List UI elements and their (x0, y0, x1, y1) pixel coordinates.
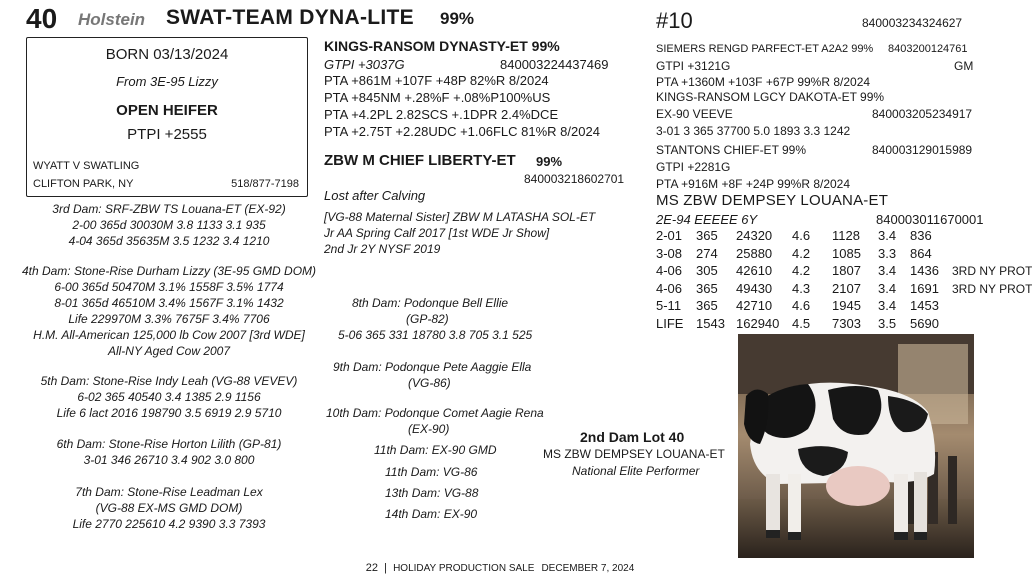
mgs-class: EX-90 VEEVE (656, 107, 733, 121)
dam-record-line: H.M. All-American 125,000 lb Cow 2007 [3rd WDE] (33, 328, 305, 342)
mgs-record: 3-01 3 365 37700 5.0 1893 3.3 1242 (656, 124, 851, 138)
dam-sire-gtpi: GTPI +2281G (656, 160, 731, 174)
record-cell: 3.4 (878, 263, 897, 278)
record-cell: 42610 (736, 263, 773, 278)
cow-photo-image (738, 334, 974, 558)
sire-pta-line: PTA +2.75T +2.28UDC +1.06FLC 81%R 8/2024 (324, 124, 600, 139)
dam-record-line: All-NY Aged Cow 2007 (107, 344, 231, 358)
record-cell: 305 (696, 263, 718, 278)
dam-14th-line: 14th Dam: EX-90 (385, 507, 478, 521)
dam-name: ZBW M CHIEF LIBERTY-ET (324, 152, 516, 169)
sire-pta-line: PTA +845NM +.28%F +.08%P100%US (324, 90, 551, 105)
record-cell: 49430 (736, 280, 773, 296)
second-dam-id: 840003011670001 (876, 212, 984, 227)
dam-sire-name: STANTONS CHIEF-ET 99% (656, 143, 807, 157)
record-cell: 3.4 (878, 298, 897, 313)
dam-13th-line: 13th Dam: VG-88 (385, 486, 479, 500)
record-cell: 365 (696, 280, 718, 296)
record-cell: 1691 (910, 280, 939, 296)
birth-date: BORN 03/13/2024 (105, 46, 229, 63)
dam-record-line: 5-06 365 331 18780 3.8 705 3.1 525 (338, 328, 533, 342)
record-cell: 4.2 (792, 245, 811, 261)
record-cell: 5-11 (656, 298, 682, 313)
animal-percent: 99% (440, 9, 475, 28)
record-award: 3RD NY PROT (952, 281, 1032, 296)
sire-name: KINGS-RANSOM DYNASTY-ET 99% (324, 38, 560, 54)
second-dam-lot-note: National Elite Performer (572, 464, 700, 478)
status-label: OPEN HEIFER (116, 102, 218, 119)
animal-info-box (26, 37, 308, 197)
sire-of-sire-id: 8403200124761 (888, 43, 968, 55)
record-cell: 24320 (736, 228, 773, 243)
record-cell: 4.6 (792, 228, 811, 243)
sale-name: HOLIDAY PRODUCTION SALE (393, 563, 535, 574)
second-dam-lot-name: MS ZBW DEMPSEY LOUANA-ET (543, 447, 725, 461)
record-cell: 4.5 (792, 315, 811, 331)
record-cell: 4.3 (792, 280, 811, 296)
record-cell: 2-01 (656, 228, 683, 243)
page-number: 22 (365, 562, 378, 574)
dam-sire-pta: PTA +916M +8F +24P 99%R 8/2024 (656, 177, 851, 191)
record-cell: 4.6 (792, 298, 811, 313)
dam-id: 840003218602701 (524, 172, 625, 186)
dam-record-line: (EX-90) (408, 422, 450, 436)
record-cell: 864 (910, 245, 932, 261)
second-dam-class: 2E-94 EEEEE 6Y (656, 212, 758, 227)
record-cell: 365 (696, 228, 718, 243)
footer-divider: | (381, 562, 390, 574)
sire-of-sire-gm: GM (954, 59, 974, 73)
dam-11th-line: 11th Dam: VG-86 (385, 465, 478, 479)
record-cell: 1945 (832, 298, 861, 313)
dam-7th-title: 7th Dam: Stone-Rise Leadman Lex (75, 485, 263, 499)
dam-record-line: 8-01 365d 46510M 3.4% 1567F 3.1% 1432 (54, 296, 284, 310)
dam-note: Lost after Calving (324, 188, 426, 203)
from-dam: From 3E-95 Lizzy (116, 74, 218, 89)
record-cell: 4-06 (656, 263, 683, 278)
dam-3rd-title: 3rd Dam: SRF-ZBW TS Louana-ET (EX-92) (52, 202, 286, 216)
record-cell: 7303 (832, 315, 861, 331)
second-dam-name: MS ZBW DEMPSEY LOUANA-ET (656, 192, 889, 209)
record-cell: 25880 (736, 245, 773, 261)
sire-of-sire-name: SIEMERS RENGD PARFECT-ET A2A2 99% (656, 43, 874, 55)
dam-record-line: 6-00 365d 50470M 3.1% 1558F 3.5% 1774 (54, 280, 284, 294)
sire-pta-line: PTA +4.2PL 2.82SCS +.1DPR 2.4%DCE (324, 107, 559, 122)
sire-gtpi: GTPI +3037G (324, 57, 405, 72)
owner-name: WYATT V SWATLING (33, 160, 140, 172)
record-cell: 274 (696, 245, 718, 261)
record-cell: 5690 (910, 315, 939, 331)
sire-of-sire-gtpi: GTPI +3121G (656, 59, 731, 73)
sire-pta-line: PTA +861M +107F +48P 82%R 8/2024 (324, 73, 549, 88)
record-cell: 3.4 (878, 280, 897, 296)
record-cell: 3.4 (878, 228, 897, 243)
lot-number: 40 (26, 3, 58, 34)
dam-percent: 99% (536, 154, 563, 169)
dam-record-line: 4-04 365d 35635M 3.5 1232 3.4 1210 (68, 234, 270, 248)
record-cell: 3.3 (878, 245, 897, 261)
record-cell: 365 (696, 298, 718, 313)
dam-10th-title: 10th Dam: Podonque Comet Aagie Rena (326, 406, 544, 420)
dam-record-line: (VG-86) (408, 376, 451, 390)
dam-6th-title: 6th Dam: Stone-Rise Horton Lilith (GP-81) (56, 437, 282, 451)
record-cell: 3-08 (656, 245, 683, 261)
record-cell: 2107 (832, 280, 861, 296)
record-cell: 1128 (832, 228, 860, 243)
owner-phone: 518/877-7198 (231, 178, 299, 190)
dam-sire-id: 840003129015989 (872, 143, 973, 157)
dam-11th-line: 11th Dam: EX-90 GMD (374, 443, 497, 457)
record-cell: 4.2 (792, 263, 811, 278)
ptpi-value: PTPI +2555 (127, 126, 207, 143)
dam-8th-title: 8th Dam: Podonque Bell Ellie (352, 296, 509, 310)
record-cell: 1436 (910, 263, 939, 278)
dam-record-line: Life 229970M 3.3% 7675F 3.4% 7706 (68, 312, 270, 326)
owner-city: CLIFTON PARK, NY (33, 178, 134, 190)
record-cell: 162940 (736, 315, 780, 331)
record-cell: 1085 (832, 245, 861, 261)
record-cell: 836 (910, 228, 932, 243)
breed-label: Holstein (78, 10, 146, 29)
dam-record-line: (VG-88 EX-MS GMD DOM) (95, 501, 243, 515)
dam-record-line: 6-02 365 40540 3.4 1385 2.9 1156 (77, 390, 261, 404)
second-dam-lot-title: 2nd Dam Lot 40 (580, 429, 685, 445)
tag-id: 840003234324627 (862, 16, 963, 30)
tag-number: #10 (656, 8, 693, 33)
record-cell: 3.5 (878, 315, 897, 331)
dam-note-line: [VG-88 Maternal Sister] ZBW M LATASHA SOL-ET (324, 210, 596, 224)
dam-record-line: (GP-82) (406, 312, 449, 326)
record-cell: 1807 (832, 263, 861, 278)
sale-date: DECEMBER 7, 2024 (541, 563, 635, 574)
mgs-id: 840003205234917 (872, 107, 973, 121)
dam-record-line: 2-00 365d 30030M 3.8 1133 3.1 935 (72, 218, 266, 232)
dam-note-line: 2nd Jr 2Y NYSF 2019 (324, 242, 441, 256)
record-award: 3RD NY PROT (952, 264, 1032, 278)
record-cell: LIFE (656, 315, 684, 331)
sire-id: 840003224437469 (500, 57, 609, 72)
record-cell: 1543 (696, 315, 725, 331)
dam-4th-title: 4th Dam: Stone-Rise Durham Lizzy (3E-95 GMD DOM) (21, 264, 317, 278)
page-footer (0, 562, 1000, 574)
dam-record-line: Life 2770 225610 4.2 9390 3.3 7393 (72, 517, 266, 531)
dam-record-line: Life 6 lact 2016 198790 3.5 6919 2.9 5710 (56, 406, 282, 420)
record-cell: 1453 (910, 298, 939, 313)
dam-9th-title: 9th Dam: Podonque Pete Aaggie Ella (333, 360, 532, 374)
record-cell: 4-06 (656, 280, 683, 296)
animal-name: SWAT-TEAM DYNA-LITE (166, 6, 414, 29)
dam-record-line: 3-01 346 26710 3.4 902 3.0 800 (83, 453, 255, 467)
dam-note-line: Jr AA Spring Calf 2017 [1st WDE Jr Show] (324, 226, 550, 240)
record-cell: 42710 (736, 298, 773, 313)
dam-5th-title: 5th Dam: Stone-Rise Indy Leah (VG-88 VEVEV) (40, 374, 298, 388)
sire-of-sire-pta: PTA +1360M +103F +67P 99%R 8/2024 (656, 75, 871, 89)
mgs-name: KINGS-RANSOM LGCY DAKOTA-ET 99% (656, 90, 885, 104)
cow-photo (738, 334, 974, 558)
